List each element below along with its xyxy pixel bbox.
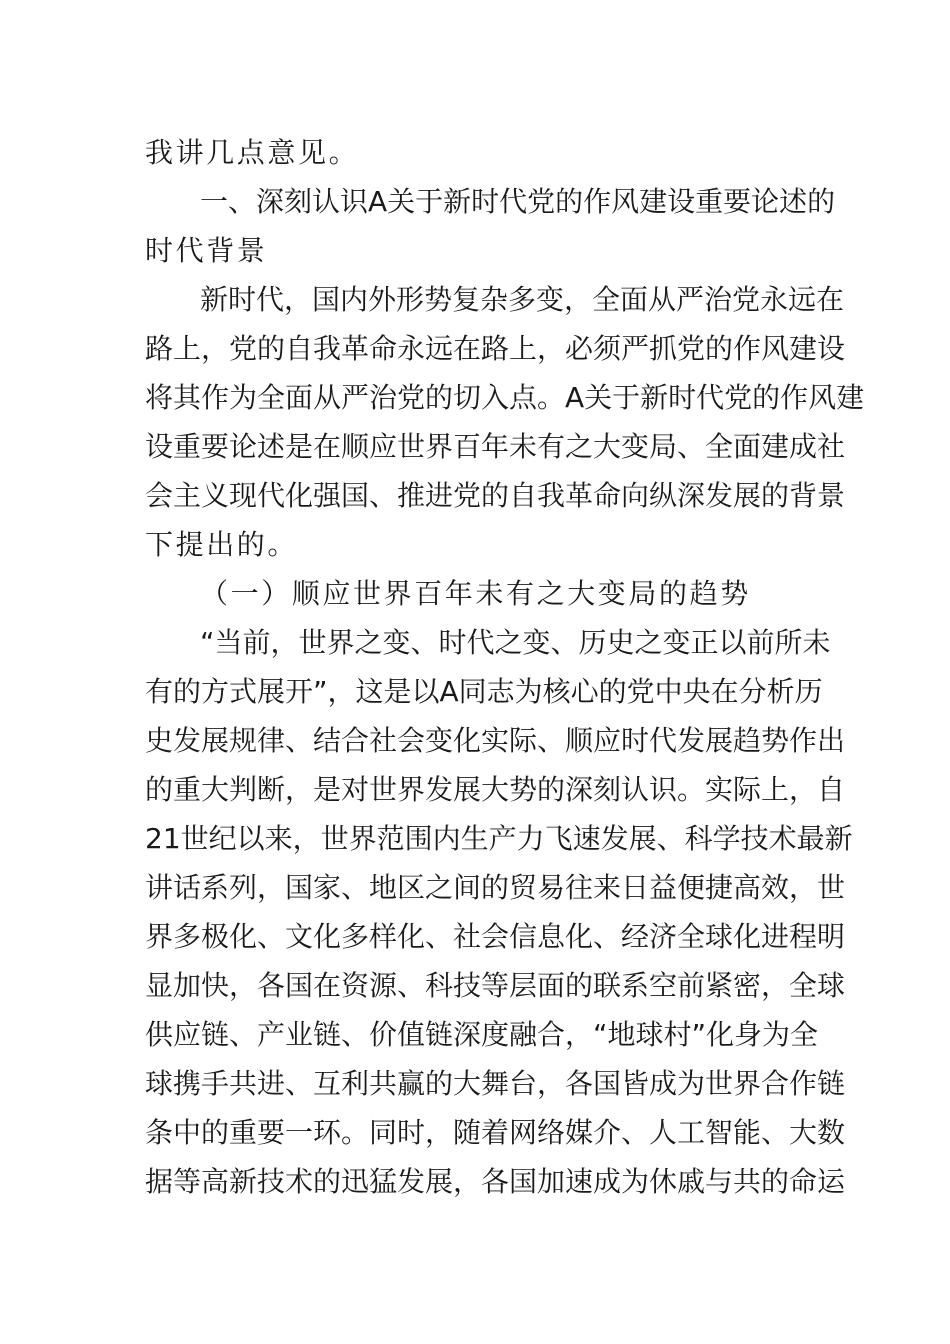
body-text-line: 球携手共进、互利共赢的大舞台，各国皆成为世界合作链 [145, 1067, 846, 1100]
body-text-line: 的重大判断，是对世界发展大势的深刻认识。实际上，自 [145, 773, 846, 806]
body-text-line: 将其作为全面从严治党的切入点。A关于新时代党的作风建 [145, 381, 865, 414]
body-text-line: 会主义现代化强国、推进党的自我革命向纵深发展的背景 [145, 479, 846, 512]
body-text-line: 显加快，各国在资源、科技等层面的联系空前紧密，全球 [145, 969, 846, 1002]
body-text-line: 史发展规律、结合社会变化实际、顺应时代发展趋势作出 [145, 724, 846, 757]
body-text-line: 有的方式展开”，这是以A同志为核心的党中央在分析历 [145, 675, 823, 708]
body-text-line: 我讲几点意见。 [145, 136, 360, 169]
body-text-line: 路上，党的自我革命永远在路上，必须严抓党的作风建设 [145, 332, 846, 365]
body-text-line: 21世纪以来，世界范围内生产力飞速发展、科学技术最新 [145, 822, 853, 855]
body-text-line: 新时代，国内外形势复杂多变，全面从严治党永远在 [200, 283, 845, 316]
section-heading-line: 时代背景 [145, 234, 268, 267]
body-text-line: 界多极化、文化多样化、社会信息化、经济全球化进程明 [145, 920, 846, 953]
section-heading-line: 一、深刻认识A关于新时代党的作风建设重要论述的 [200, 185, 836, 218]
body-text-line: 讲话系列，国家、地区之间的贸易往来日益便捷高效，世 [145, 871, 846, 904]
body-text-line: 条中的重要一环。同时，随着网络媒介、人工智能、大数 [145, 1116, 846, 1149]
subsection-heading-line: （一）顺应世界百年未有之大变局的趋势 [200, 577, 751, 610]
body-text-line: “当前，世界之变、时代之变、历史之变正以前所未 [200, 626, 831, 659]
body-text-line: 供应链、产业链、价值链深度融合，“地球村”化身为全 [145, 1018, 819, 1051]
body-text-line: 设重要论述是在顺应世界百年未有之大变局、全面建成社 [145, 430, 846, 463]
body-text-line: 据等高新技术的迅猛发展，各国加速成为休戚与共的命运 [145, 1165, 846, 1198]
body-text-line: 下提出的。 [145, 528, 299, 561]
